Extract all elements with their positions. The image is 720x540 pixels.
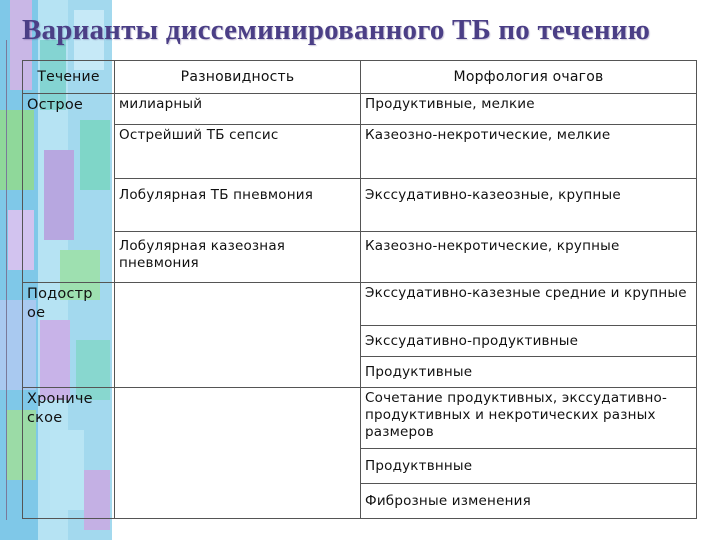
variety-cell: Острейший ТБ сепсис (115, 125, 361, 179)
morphology-cell: Казеозно-некротические, мелкие (361, 125, 697, 179)
morphology-cell: Сочетание продуктивных, экссудативно-продуктивных и некротических разных размеров (361, 388, 697, 449)
header-course: Течение (23, 61, 115, 94)
course-chronic: Хрониче ское (23, 388, 115, 519)
variety-cell: Лобулярная ТБ пневмония (115, 179, 361, 232)
morphology-cell: Экссудативно-казезные средние и крупные (361, 283, 697, 326)
morphology-cell: Экссудативно-продуктивные (361, 326, 697, 357)
morphology-cell: Продуктивные, мелкие (361, 94, 697, 125)
morphology-cell: Фиброзные изменения (361, 484, 697, 519)
course-acute: Острое (23, 94, 115, 283)
header-morphology: Морфология очагов (361, 61, 697, 94)
table-row (23, 232, 697, 283)
variety-cell: Лобулярная казеозная пневмония (115, 232, 361, 283)
table-row (23, 94, 697, 125)
tb-course-table (22, 60, 697, 519)
morphology-cell: Продуктвнные (361, 449, 697, 484)
page-title: Варианты диссеминированного ТБ по течению (22, 14, 651, 46)
morphology-cell: Продуктивные (361, 357, 697, 388)
course-subacute: Подостр ое (23, 283, 115, 388)
variety-cell-empty (115, 388, 361, 519)
variety-cell-empty (115, 283, 361, 388)
morphology-cell: Экссудативно-казеозные, крупные (361, 179, 697, 232)
table-row (23, 179, 697, 232)
table-row (23, 388, 697, 449)
table-row (23, 125, 697, 179)
variety-cell: милиарный (115, 94, 361, 125)
header-variety: Разновидность (115, 61, 361, 94)
table-row (23, 283, 697, 326)
table-header-row (23, 61, 697, 94)
morphology-cell: Казеозно-некротические, крупные (361, 232, 697, 283)
